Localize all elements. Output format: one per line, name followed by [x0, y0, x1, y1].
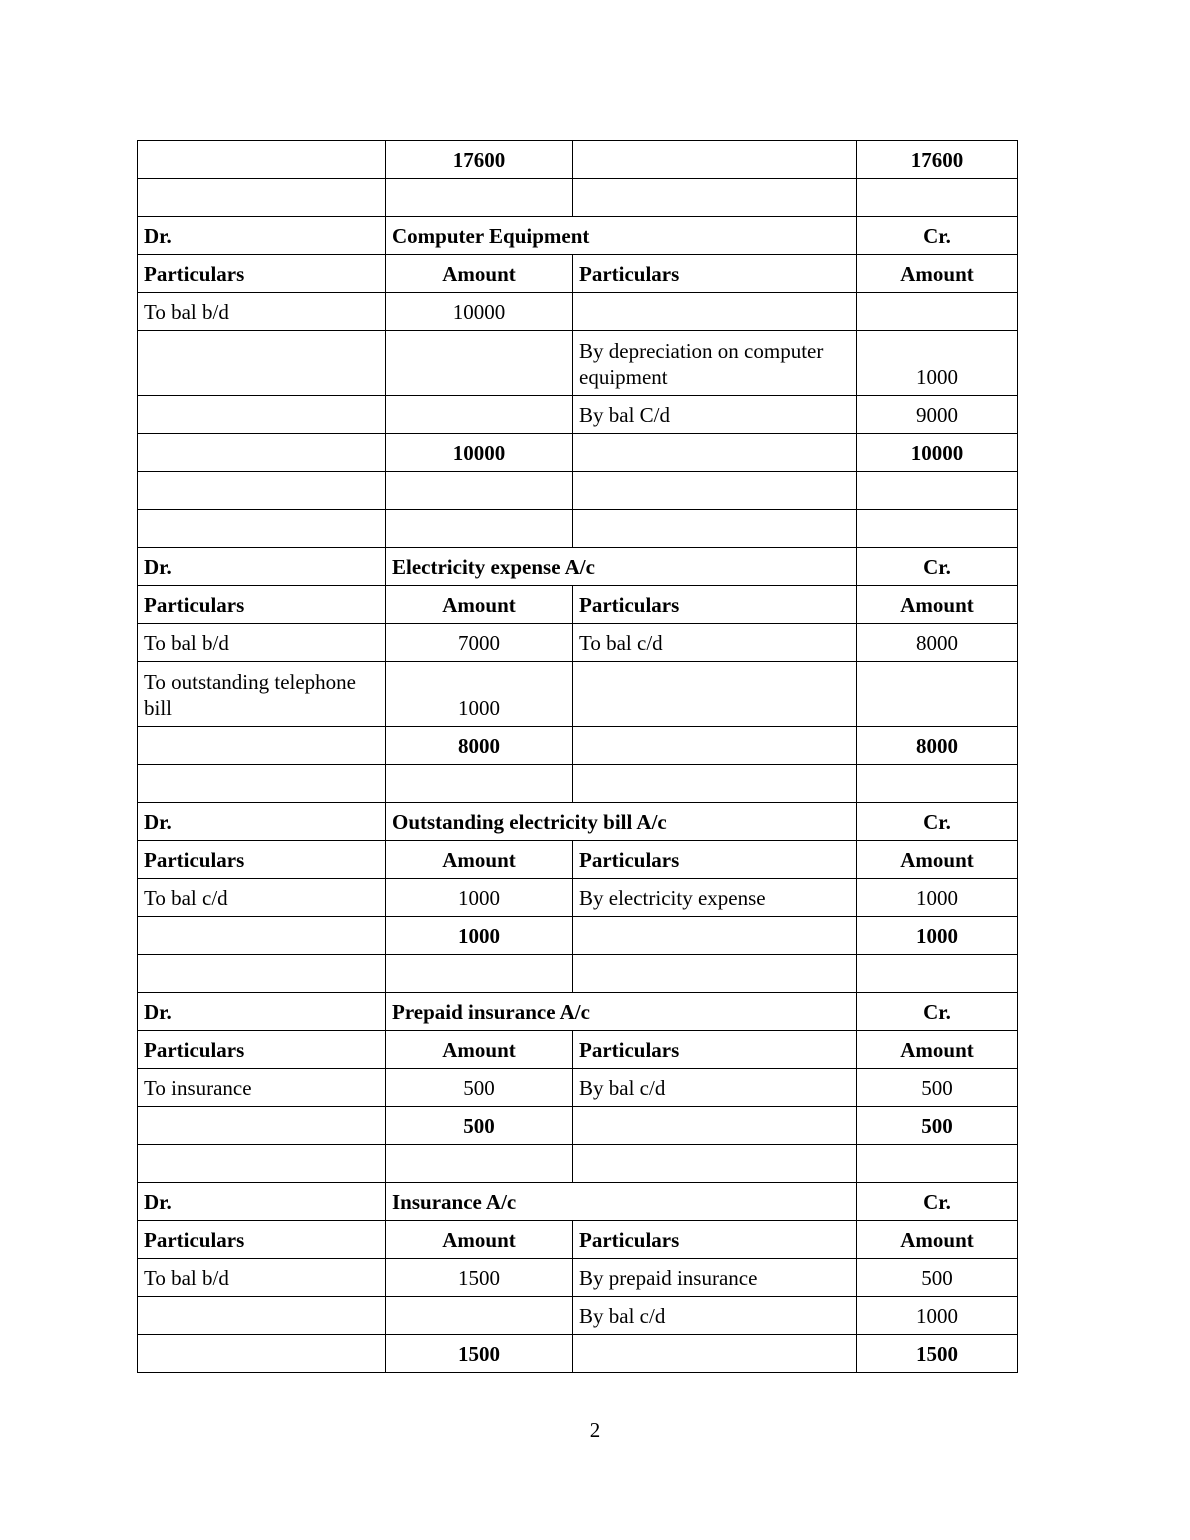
debit-amount-header: Amount	[386, 841, 573, 879]
debit-particulars-cell: To bal b/d	[138, 1259, 386, 1297]
debit-particulars-cell	[138, 1107, 386, 1145]
credit-particulars-header: Particulars	[573, 1031, 857, 1069]
debit-amount-cell	[386, 472, 573, 510]
credit-particulars-cell	[573, 434, 857, 472]
credit-amount-cell	[857, 293, 1018, 331]
credit-particulars-cell	[573, 662, 857, 727]
credit-particulars-cell	[573, 141, 857, 179]
debit-particulars-cell	[138, 955, 386, 993]
entry-row	[138, 879, 1018, 917]
dr-label: Dr.	[138, 217, 386, 255]
account-title-row	[138, 803, 1018, 841]
credit-amount-cell	[857, 510, 1018, 548]
credit-amount-cell	[857, 662, 1018, 727]
total-row	[138, 1107, 1018, 1145]
credit-particulars-cell	[573, 1145, 857, 1183]
credit-total-cell: 8000	[857, 727, 1018, 765]
debit-particulars-cell: To bal c/d	[138, 879, 386, 917]
total-row	[138, 917, 1018, 955]
dr-label: Dr.	[138, 1183, 386, 1221]
total-row	[138, 727, 1018, 765]
debit-particulars-cell	[138, 331, 386, 396]
credit-amount-cell: 9000	[857, 396, 1018, 434]
credit-total-cell: 1000	[857, 917, 1018, 955]
debit-particulars-cell	[138, 917, 386, 955]
credit-particulars-cell: By bal c/d	[573, 1069, 857, 1107]
account-title: Computer Equipment	[386, 217, 857, 255]
debit-particulars-header: Particulars	[138, 255, 386, 293]
debit-amount-cell: 1000	[386, 662, 573, 727]
cr-label: Cr.	[857, 993, 1018, 1031]
debit-total-cell: 10000	[386, 434, 573, 472]
debit-amount-cell	[386, 331, 573, 396]
credit-particulars-cell	[573, 1107, 857, 1145]
dr-label: Dr.	[138, 548, 386, 586]
credit-amount-cell	[857, 179, 1018, 217]
cr-label: Cr.	[857, 217, 1018, 255]
credit-total-cell: 17600	[857, 141, 1018, 179]
page-number: 2	[589, 1418, 601, 1442]
dr-label: Dr.	[138, 803, 386, 841]
debit-particulars-cell	[138, 1297, 386, 1335]
credit-particulars-header: Particulars	[573, 1221, 857, 1259]
debit-particulars-header: Particulars	[138, 841, 386, 879]
credit-particulars-cell: By electricity expense	[573, 879, 857, 917]
credit-particulars-header: Particulars	[573, 841, 857, 879]
credit-amount-cell: 500	[857, 1069, 1018, 1107]
credit-amount-header: Amount	[857, 586, 1018, 624]
credit-amount-header: Amount	[857, 1221, 1018, 1259]
credit-particulars-header: Particulars	[573, 255, 857, 293]
credit-particulars-cell	[573, 1335, 857, 1373]
debit-particulars-cell	[138, 510, 386, 548]
credit-amount-cell: 8000	[857, 624, 1018, 662]
column-header-row	[138, 1221, 1018, 1259]
debit-amount-cell: 500	[386, 1069, 573, 1107]
credit-amount-cell: 1000	[857, 1297, 1018, 1335]
ledger-body	[138, 141, 1018, 1373]
debit-amount-header: Amount	[386, 586, 573, 624]
entry-row	[138, 1069, 1018, 1107]
debit-total-cell: 1000	[386, 917, 573, 955]
account-title: Outstanding electricity bill A/c	[386, 803, 857, 841]
total-row	[138, 141, 1018, 179]
cr-label: Cr.	[857, 803, 1018, 841]
credit-particulars-cell	[573, 293, 857, 331]
debit-particulars-cell: To outstanding telephone bill	[138, 662, 386, 727]
debit-particulars-cell	[138, 472, 386, 510]
debit-amount-cell	[386, 1297, 573, 1335]
credit-particulars-cell	[573, 510, 857, 548]
debit-amount-cell	[386, 179, 573, 217]
column-header-row	[138, 1031, 1018, 1069]
debit-amount-cell	[386, 1145, 573, 1183]
credit-total-cell: 10000	[857, 434, 1018, 472]
total-row	[138, 1335, 1018, 1373]
cr-label: Cr.	[857, 548, 1018, 586]
account-title-row	[138, 993, 1018, 1031]
debit-total-cell: 1500	[386, 1335, 573, 1373]
debit-particulars-cell	[138, 434, 386, 472]
debit-amount-header: Amount	[386, 255, 573, 293]
credit-particulars-cell	[573, 727, 857, 765]
credit-amount-cell	[857, 955, 1018, 993]
debit-total-cell: 500	[386, 1107, 573, 1145]
credit-total-cell: 1500	[857, 1335, 1018, 1373]
debit-particulars-cell	[138, 765, 386, 803]
entry-row	[138, 331, 1018, 396]
column-header-row	[138, 586, 1018, 624]
entry-row	[138, 396, 1018, 434]
entry-row	[138, 662, 1018, 727]
cr-label: Cr.	[857, 1183, 1018, 1221]
credit-amount-cell	[857, 1145, 1018, 1183]
blank-row	[138, 1145, 1018, 1183]
debit-amount-cell: 1000	[386, 879, 573, 917]
credit-particulars-cell	[573, 955, 857, 993]
debit-particulars-cell: To bal b/d	[138, 624, 386, 662]
credit-particulars-cell: By prepaid insurance	[573, 1259, 857, 1297]
account-title: Insurance A/c	[386, 1183, 857, 1221]
column-header-row	[138, 841, 1018, 879]
credit-particulars-cell: By bal C/d	[573, 396, 857, 434]
debit-particulars-header: Particulars	[138, 1221, 386, 1259]
debit-particulars-header: Particulars	[138, 1031, 386, 1069]
debit-amount-cell: 10000	[386, 293, 573, 331]
debit-particulars-cell	[138, 1145, 386, 1183]
debit-particulars-header: Particulars	[138, 586, 386, 624]
debit-amount-cell	[386, 396, 573, 434]
debit-amount-cell	[386, 765, 573, 803]
credit-particulars-cell: To bal c/d	[573, 624, 857, 662]
debit-particulars-cell	[138, 179, 386, 217]
account-title: Electricity expense A/c	[386, 548, 857, 586]
entry-row	[138, 624, 1018, 662]
credit-amount-header: Amount	[857, 1031, 1018, 1069]
account-title-row	[138, 217, 1018, 255]
debit-amount-header: Amount	[386, 1221, 573, 1259]
ledger-table	[137, 140, 1018, 1373]
debit-particulars-cell	[138, 141, 386, 179]
credit-particulars-cell	[573, 765, 857, 803]
debit-particulars-cell	[138, 727, 386, 765]
credit-amount-header: Amount	[857, 255, 1018, 293]
debit-total-cell: 17600	[386, 141, 573, 179]
debit-particulars-cell	[138, 396, 386, 434]
credit-amount-header: Amount	[857, 841, 1018, 879]
debit-total-cell: 8000	[386, 727, 573, 765]
account-title-row	[138, 548, 1018, 586]
blank-row	[138, 510, 1018, 548]
debit-particulars-cell: To bal b/d	[138, 293, 386, 331]
entry-row	[138, 1259, 1018, 1297]
total-row	[138, 434, 1018, 472]
entry-row	[138, 1297, 1018, 1335]
column-header-row	[138, 255, 1018, 293]
credit-particulars-header: Particulars	[573, 586, 857, 624]
credit-amount-cell	[857, 765, 1018, 803]
account-title-row	[138, 1183, 1018, 1221]
debit-particulars-cell: To insurance	[138, 1069, 386, 1107]
debit-particulars-cell	[138, 1335, 386, 1373]
credit-particulars-cell	[573, 179, 857, 217]
credit-amount-cell: 500	[857, 1259, 1018, 1297]
blank-row	[138, 179, 1018, 217]
debit-amount-cell	[386, 955, 573, 993]
dr-label: Dr.	[138, 993, 386, 1031]
blank-row	[138, 955, 1018, 993]
credit-particulars-cell: By bal c/d	[573, 1297, 857, 1335]
credit-amount-cell: 1000	[857, 879, 1018, 917]
credit-total-cell: 500	[857, 1107, 1018, 1145]
credit-particulars-cell	[573, 917, 857, 955]
credit-particulars-cell: By depreciation on computer equipment	[573, 331, 857, 396]
credit-amount-cell	[857, 472, 1018, 510]
blank-row	[138, 765, 1018, 803]
credit-amount-cell: 1000	[857, 331, 1018, 396]
entry-row	[138, 293, 1018, 331]
blank-row	[138, 472, 1018, 510]
debit-amount-cell: 1500	[386, 1259, 573, 1297]
credit-particulars-cell	[573, 472, 857, 510]
account-title: Prepaid insurance A/c	[386, 993, 857, 1031]
debit-amount-cell: 7000	[386, 624, 573, 662]
debit-amount-header: Amount	[386, 1031, 573, 1069]
debit-amount-cell	[386, 510, 573, 548]
